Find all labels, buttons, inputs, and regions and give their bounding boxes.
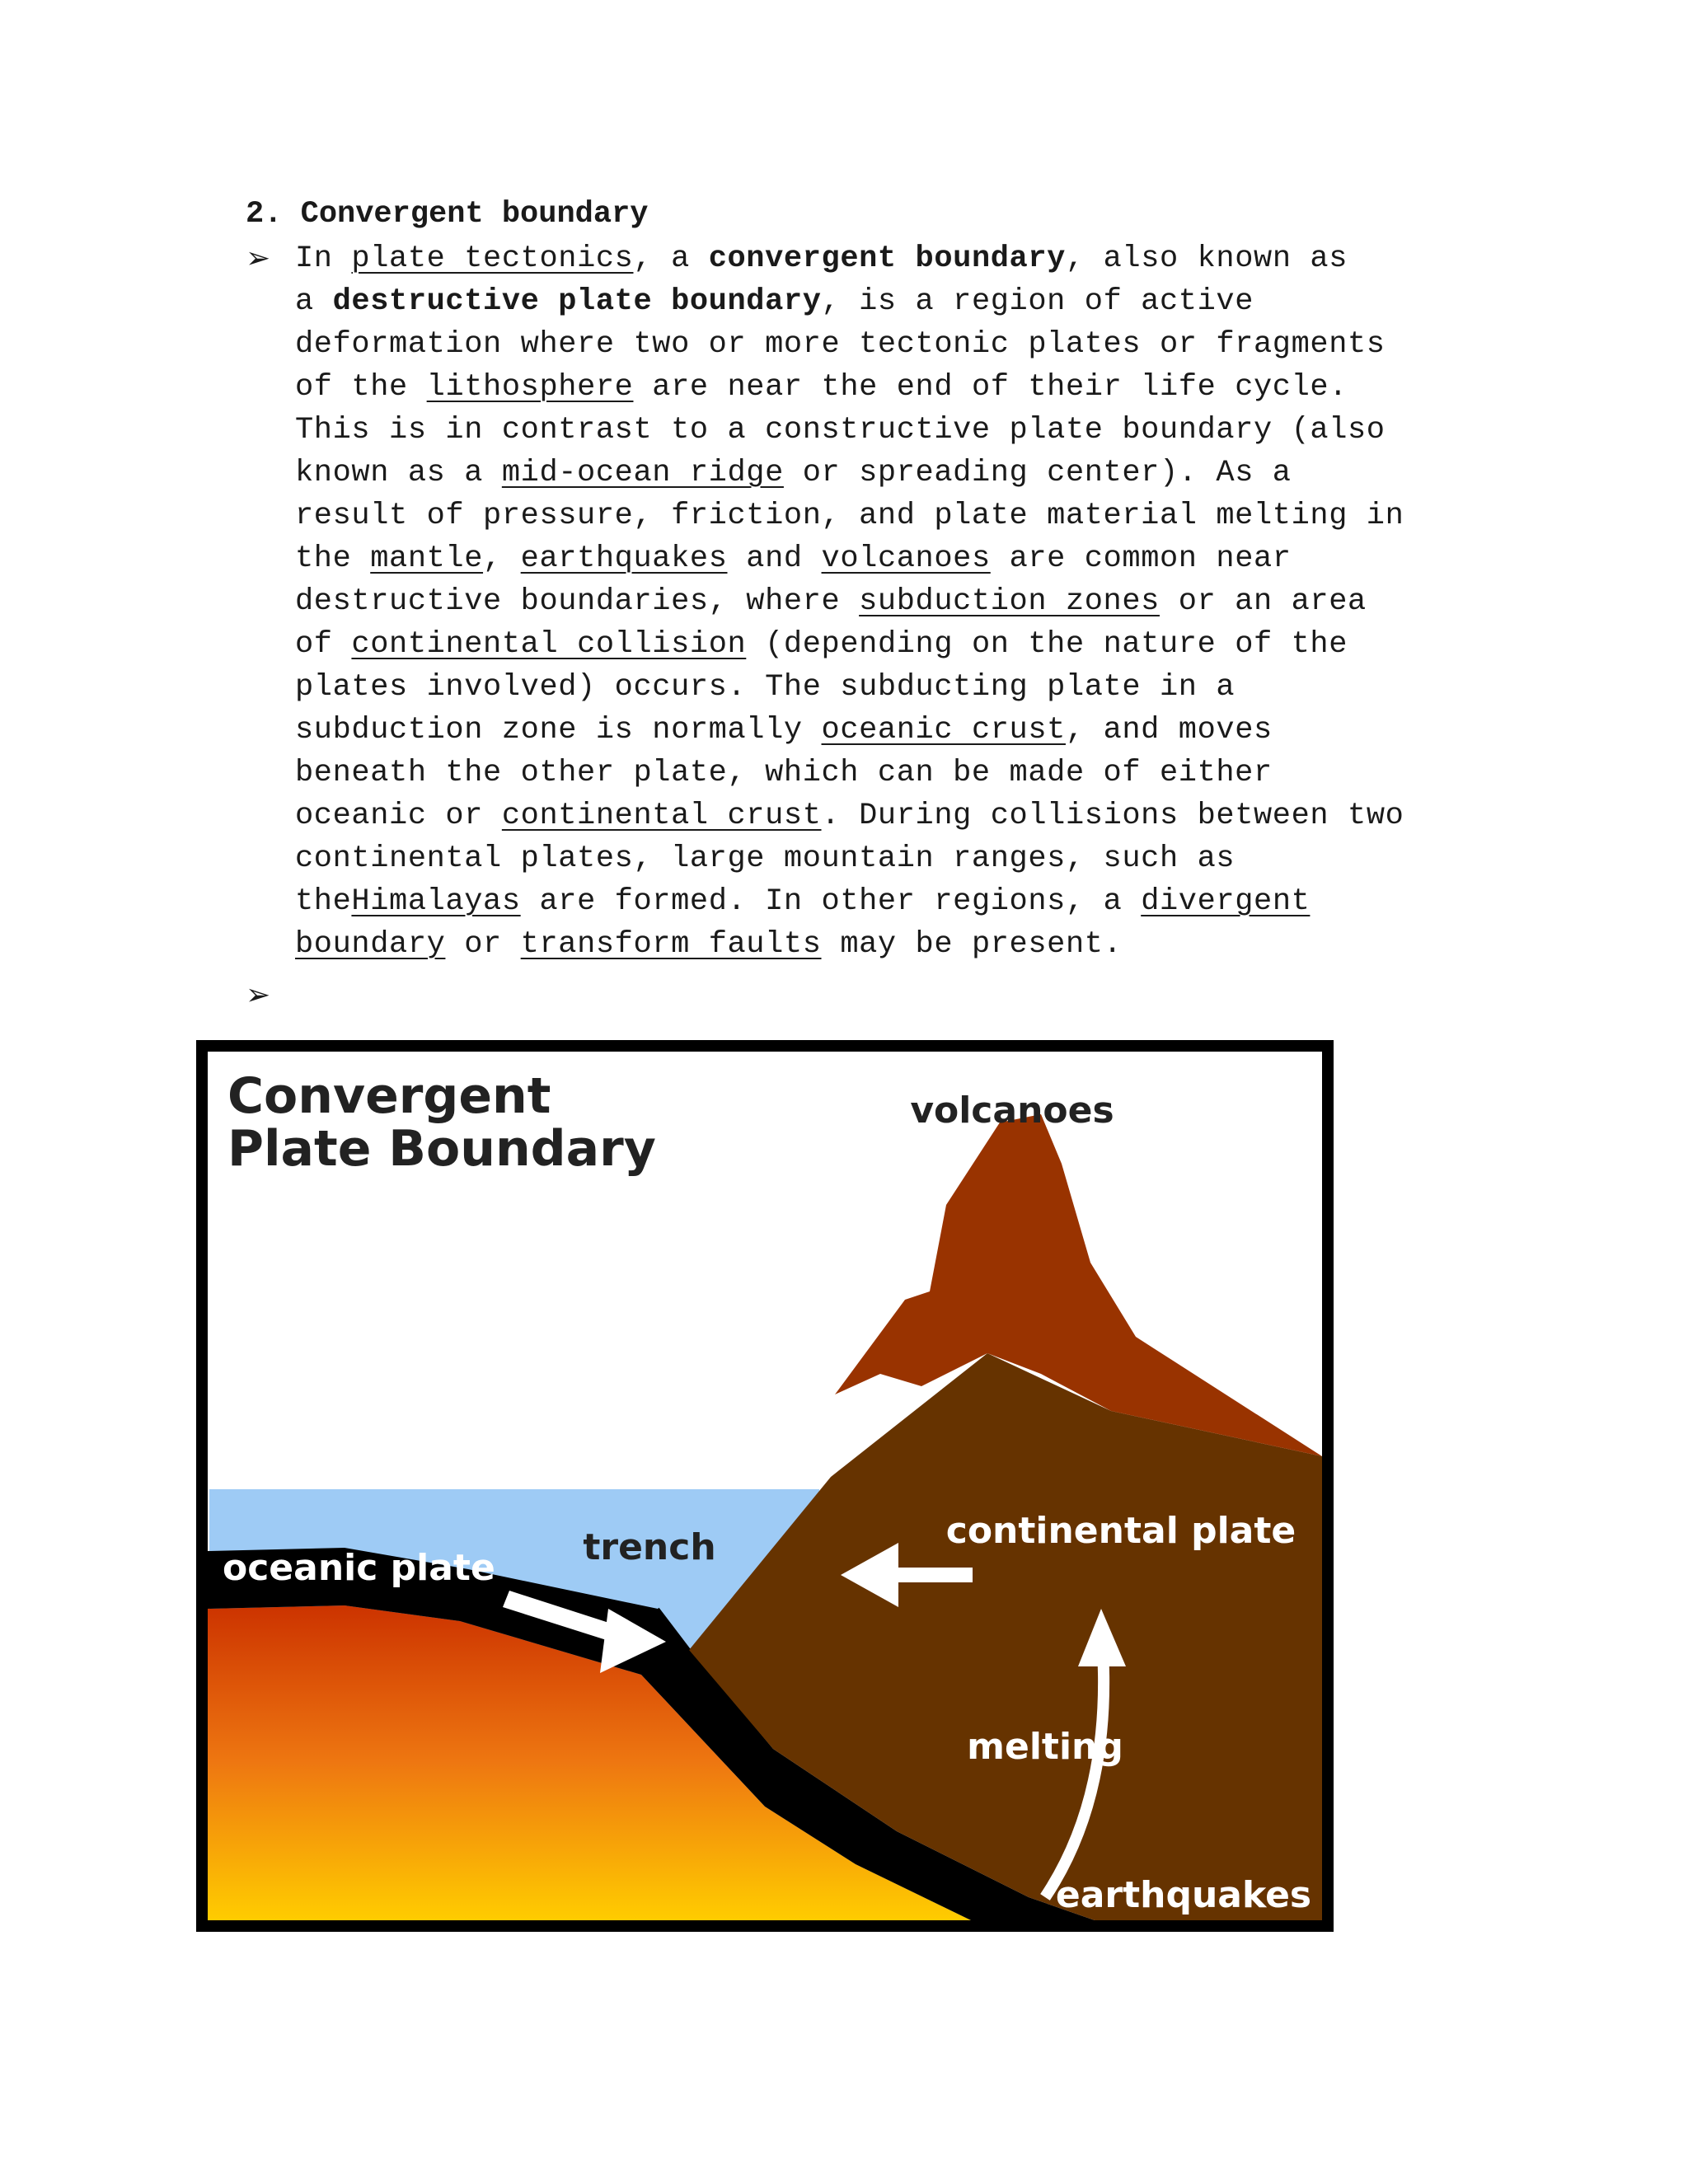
hyperlink[interactable]: plate tectonics — [351, 241, 634, 276]
hyperlink[interactable]: volcanoes — [821, 541, 991, 576]
text-run: a — [295, 284, 333, 319]
hyperlink[interactable]: transform faults — [520, 927, 822, 962]
paragraph-line — [295, 623, 1614, 666]
hyperlink[interactable]: Himalayas — [351, 884, 521, 919]
convergent-boundary-diagram — [196, 1040, 1334, 1932]
text-run: subduction zone is normally — [295, 713, 822, 748]
text-run: the — [295, 884, 352, 919]
text-run: , and moves — [1065, 713, 1273, 748]
hyperlink[interactable]: lithosphere — [426, 370, 634, 405]
hyperlink[interactable]: mid-ocean ridge — [501, 456, 784, 490]
diagram-title-line2: Plate Boundary — [227, 1120, 656, 1178]
hyperlink[interactable]: divergent — [1141, 884, 1311, 919]
definition-paragraph — [295, 237, 1614, 966]
label-volcanoes: volcanoes — [910, 1090, 1114, 1132]
text-run: or spreading center). As a — [783, 456, 1292, 490]
paragraph-line — [295, 366, 1614, 409]
paragraph-line — [295, 409, 1614, 452]
text-run: , a — [633, 241, 709, 276]
paragraph-line — [295, 580, 1614, 623]
paragraph-line — [295, 837, 1614, 880]
text-run: or an area — [1159, 584, 1367, 619]
paragraph-line — [295, 280, 1614, 323]
text-run: oceanic or — [295, 799, 502, 833]
diagram-title-line1: Convergent — [227, 1067, 551, 1125]
text-run: the — [295, 541, 371, 576]
paragraph-line — [295, 666, 1614, 709]
empty-bullet-arrow-icon: ➢ — [246, 978, 271, 1012]
text-run: This is in contrast to a constructive plate boundary (also — [295, 413, 1386, 448]
paragraph-line — [295, 323, 1614, 366]
diagram-svg — [196, 1040, 1334, 1932]
text-run: plates involved) occurs. The subducting plate in a — [295, 670, 1236, 705]
text-run: deformation where two or more tectonic plates or fragments — [295, 327, 1386, 362]
hyperlink[interactable]: continental collision — [351, 627, 747, 662]
bullet-arrow-icon: ➢ — [246, 241, 271, 275]
text-run: , also known as — [1065, 241, 1348, 276]
text-run: may be present. — [821, 927, 1123, 962]
text-run: , — [483, 541, 521, 576]
text-run: (depending on the nature of the — [746, 627, 1348, 662]
paragraph-line — [295, 452, 1614, 494]
text-run: or — [445, 927, 521, 962]
text-run: . During collisions between two — [821, 799, 1404, 833]
hyperlink[interactable]: oceanic crust — [821, 713, 1066, 748]
text-run: beneath the other plate, which can be made of either — [295, 756, 1273, 790]
text-run: are common near — [990, 541, 1292, 576]
paragraph-line — [295, 794, 1614, 837]
text-run: are formed. In other regions, a — [520, 884, 1142, 919]
paragraph-line — [295, 237, 1614, 280]
section-heading: 2. Convergent boundary — [246, 197, 649, 232]
text-run: and — [727, 541, 822, 576]
text-run: of — [295, 627, 352, 662]
bold-term: destructive plate boundary — [332, 284, 822, 319]
paragraph-line — [295, 923, 1614, 966]
text-run: In — [295, 241, 352, 276]
hyperlink[interactable]: earthquakes — [520, 541, 728, 576]
text-run: known as a — [295, 456, 502, 490]
bold-term: convergent boundary — [708, 241, 1066, 276]
text-run: of the — [295, 370, 427, 405]
paragraph-line — [295, 752, 1614, 794]
label-trench: trench — [583, 1526, 716, 1568]
hyperlink[interactable]: subduction zones — [859, 584, 1160, 619]
text-run: destructive boundaries, where — [295, 584, 860, 619]
label-melting: melting — [967, 1726, 1123, 1768]
label-earthquakes: earthquakes — [1055, 1874, 1312, 1916]
text-run: continental plates, large mountain ranges, such as — [295, 841, 1236, 876]
text-run: are near the end of their life cycle. — [633, 370, 1348, 405]
label-oceanic-plate: oceanic plate — [223, 1547, 495, 1589]
text-run: , is a region of active — [821, 284, 1254, 319]
label-continental-plate: continental plate — [945, 1510, 1296, 1552]
hyperlink[interactable]: boundary — [295, 927, 446, 962]
hyperlink[interactable]: continental crust — [501, 799, 822, 833]
paragraph-line — [295, 494, 1614, 537]
paragraph-line — [295, 537, 1614, 580]
text-run: result of pressure, friction, and plate material melting in — [295, 499, 1404, 533]
hyperlink[interactable]: mantle — [370, 541, 484, 576]
paragraph-line — [295, 880, 1614, 923]
paragraph-line — [295, 709, 1614, 752]
